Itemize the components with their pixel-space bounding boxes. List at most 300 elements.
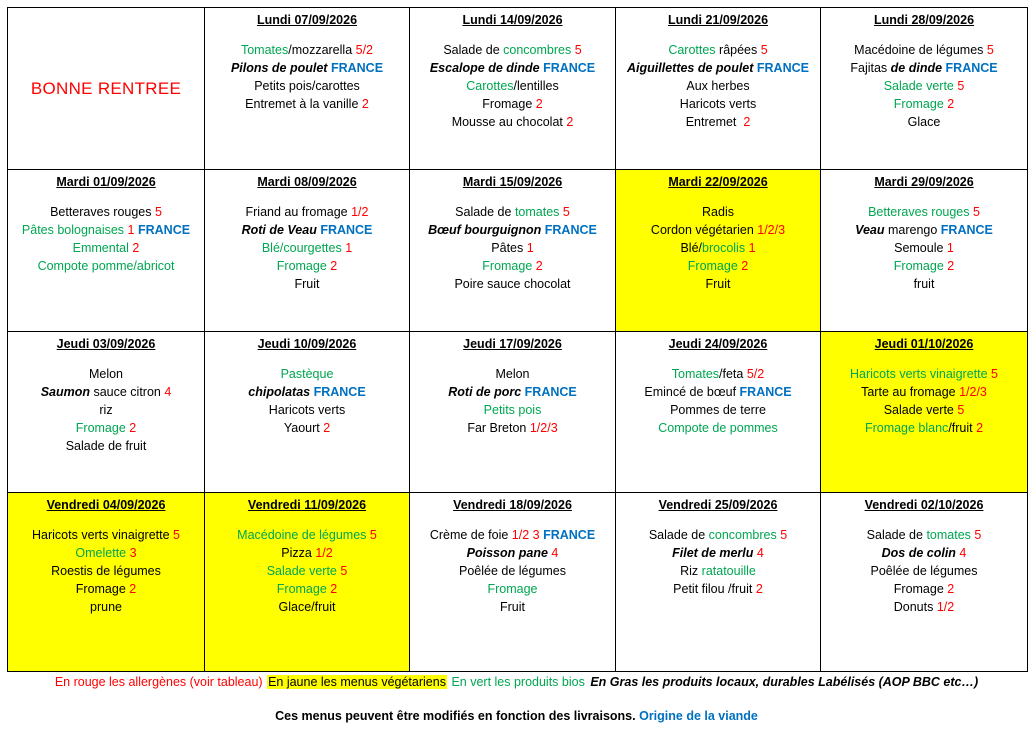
menu-item-text: Fromage: [893, 259, 948, 273]
week-row-mardi: [8, 170, 1028, 332]
menu-item: [616, 77, 820, 95]
menu-day: [8, 170, 204, 275]
menu-item-text: Friand au fromage: [245, 205, 352, 219]
menu-item-text: Veau: [855, 223, 885, 237]
menu-item: [205, 419, 409, 437]
menu-item-text: 4: [959, 546, 967, 560]
menu-item: [410, 544, 615, 562]
menu-cell: [821, 332, 1028, 493]
menu-item-text: FRANCE: [544, 223, 597, 237]
week-row-jeudi: [8, 332, 1028, 493]
menu-item: [205, 41, 409, 59]
menu-item-text: 1: [526, 241, 534, 255]
menu-item-text: Tomates: [240, 43, 289, 57]
menu-item: [616, 239, 820, 257]
menu-item-text: 2: [535, 97, 543, 111]
menu-item: [616, 526, 820, 544]
menu-item: [205, 598, 409, 616]
menu-item: [205, 95, 409, 113]
menu-item-text: 1/2: [351, 205, 369, 219]
menu-item: [205, 544, 409, 562]
menu-item-text: FRANCE: [543, 61, 596, 75]
menu-item-text: FRANCE: [524, 385, 577, 399]
menu-table: [7, 7, 1028, 672]
day-header: Mardi 22/09/2026: [668, 175, 768, 189]
menu-item: [616, 562, 820, 580]
menu-item-text: 1: [946, 241, 954, 255]
menu-item: [205, 275, 409, 293]
menu-item-text: Pommes de terre: [670, 403, 766, 417]
day-header: Lundi 14/09/2026: [462, 13, 563, 27]
menu-cell: [410, 332, 616, 493]
menu-item-text: 1/2/3: [959, 385, 987, 399]
menu-item-text: Carottes: [466, 79, 514, 93]
menu-day: [205, 332, 409, 437]
menu-item: [821, 77, 1027, 95]
menu-item-text: Emincé de bœuf: [644, 385, 740, 399]
menu-item-text: 2: [330, 582, 338, 596]
menu-item-text: Pilons de poulet: [230, 61, 331, 75]
menu-cell: [410, 8, 616, 170]
menu-item-text: Fromage: [487, 582, 538, 596]
menu-item-text: 3: [129, 546, 137, 560]
menu-item-text: 1/2: [315, 546, 333, 560]
menu-item-text: Tarte au fromage: [861, 385, 960, 399]
menu-item-text: Salade verte: [883, 79, 958, 93]
menu-item-text: 5: [957, 79, 965, 93]
menu-item-text: 1/2/3: [529, 421, 558, 435]
menu-item: [616, 95, 820, 113]
title-cell: [8, 8, 205, 170]
legend-vegetarian: En jaune les menus végétariens: [268, 675, 446, 689]
day-header: Lundi 07/09/2026: [256, 13, 358, 27]
menu-item-text: FRANCE: [945, 61, 998, 75]
menu-item: [410, 275, 615, 293]
menu-item-text: sauce citron: [90, 385, 165, 399]
menu-item-text: 1/2/3: [757, 223, 786, 237]
menu-item: [616, 383, 820, 401]
menu-item-text: 5/2: [746, 367, 765, 381]
menu-day: [821, 8, 1027, 131]
menu-item-text: Haricots verts: [679, 97, 757, 111]
menu-cell: [821, 493, 1028, 672]
menu-item-text: Fromage: [276, 582, 331, 596]
menu-item: [616, 275, 820, 293]
menu-item-text: 4: [756, 546, 764, 560]
menu-item-text: Petits pois: [483, 403, 542, 417]
menu-item-text: Fromage blanc: [864, 421, 949, 435]
menu-item: [8, 221, 204, 239]
menu-item-text: 2: [361, 97, 369, 111]
menu-item: [410, 95, 615, 113]
menu-item-text: Melon: [88, 367, 124, 381]
menu-day: [410, 8, 615, 131]
menu-item-text: Salade verte: [266, 564, 341, 578]
menu-item-text: Haricots verts vinaigrette: [32, 528, 174, 542]
menu-item-text: Fromage: [893, 97, 948, 111]
menu-item: [8, 419, 204, 437]
menu-day: [821, 170, 1027, 293]
menu-item: [616, 59, 820, 77]
menu-cell: [616, 8, 821, 170]
legend-local: En Gras les produits locaux, durables Labélisés (AOP BBC etc…): [590, 675, 979, 689]
menu-item-text: Blé/courgettes: [261, 241, 346, 255]
menu-item-text: 5: [991, 367, 998, 381]
menu-item-text: Fromage: [75, 421, 130, 435]
menu-item: [410, 257, 615, 275]
menu-item: [410, 598, 615, 616]
menu-item-text: Fruit: [294, 277, 320, 291]
menu-cell: [205, 170, 410, 332]
menu-item-text: Petits pois/carottes: [254, 79, 360, 93]
menu-item-text: 2: [535, 259, 543, 273]
menu-item: [410, 580, 615, 598]
menu-item-text: Poire sauce chocolat: [454, 277, 571, 291]
menu-item-text: 2: [947, 259, 955, 273]
day-header: Jeudi 10/09/2026: [257, 337, 357, 351]
menu-item-text: chipolatas: [248, 385, 314, 399]
menu-item-text: Salade de fruit: [65, 439, 147, 453]
menu-item-text: Salade de: [455, 205, 515, 219]
menu-item-text: Pâtes: [491, 241, 527, 255]
menu-item: [410, 365, 615, 383]
menu-item: [821, 598, 1027, 616]
day-header: Jeudi 24/09/2026: [668, 337, 768, 351]
menu-item-text: 1: [127, 223, 138, 237]
menu-item: [8, 365, 204, 383]
menu-item-text: Haricots verts: [268, 403, 346, 417]
menu-item-text: Blé/: [680, 241, 703, 255]
menu-item: [205, 239, 409, 257]
menu-cell: [205, 493, 410, 672]
menu-item: [205, 562, 409, 580]
menu-item-text: Mousse au chocolat: [451, 115, 567, 129]
menu-item-text: Compote de pommes: [658, 421, 778, 435]
menu-item-text: 1: [345, 241, 353, 255]
menu-item: [821, 41, 1027, 59]
week-row-lundi: [8, 8, 1028, 170]
menu-cell: [205, 332, 410, 493]
menu-item-text: Yaourt: [283, 421, 324, 435]
menu-item: [616, 544, 820, 562]
menu-item-text: Fromage: [482, 259, 536, 273]
menu-item-text: Semoule: [894, 241, 947, 255]
menu-item: [616, 401, 820, 419]
menu-item-text: Dos de colin: [881, 546, 960, 560]
menu-item-text: 2: [743, 115, 751, 129]
menu-item-text: Poêlée de légumes: [458, 564, 567, 578]
menu-item-text: Poêlée de légumes: [870, 564, 978, 578]
menu-item-text: 5/2: [355, 43, 374, 57]
menu-item: [821, 562, 1027, 580]
menu-item-text: 2: [947, 97, 955, 111]
menu-item: [821, 275, 1027, 293]
menu-day: [410, 332, 615, 437]
menu-item-text: Roti de porc: [448, 385, 525, 399]
menu-item: [8, 203, 204, 221]
menu-item-text: Tomates: [671, 367, 720, 381]
menu-item: [410, 59, 615, 77]
day-header: Vendredi 02/10/2026: [864, 498, 984, 512]
menu-day: [616, 8, 820, 131]
day-header: Vendredi 18/09/2026: [453, 498, 572, 512]
menu-item-text: fruit: [913, 277, 935, 291]
day-header: Lundi 28/09/2026: [873, 13, 975, 27]
menu-item: [410, 221, 615, 239]
menu-item: [821, 383, 1027, 401]
menu-cell: [8, 493, 205, 672]
menu-item-text: Glace/fruit: [278, 600, 336, 614]
menu-item-text: FRANCE: [320, 223, 373, 237]
legend: [0, 675, 1033, 689]
menu-item: [821, 221, 1027, 239]
menu-item: [8, 544, 204, 562]
menu-item-text: 4: [164, 385, 172, 399]
menu-item: [410, 383, 615, 401]
menu-item-text: Emmental: [72, 241, 133, 255]
menu-item: [8, 383, 204, 401]
menu-item-text: FRANCE: [543, 528, 596, 542]
menu-item-text: 2: [129, 421, 137, 435]
menu-item-text: Pizza: [281, 546, 316, 560]
menu-item: [410, 41, 615, 59]
menu-item-text: Haricots verts vinaigrette: [850, 367, 992, 381]
menu-item: [205, 526, 409, 544]
menu-item: [410, 562, 615, 580]
menu-item-text: Roestis de légumes: [51, 564, 161, 578]
day-header: Jeudi 01/10/2026: [874, 337, 974, 351]
menu-cell: [821, 8, 1028, 170]
menu-item: [205, 580, 409, 598]
menu-item-text: Macédoine de légumes: [854, 43, 987, 57]
menu-item-text: 4: [551, 546, 559, 560]
day-header: Jeudi 17/09/2026: [463, 337, 562, 351]
menu-item-text: brocolis: [702, 241, 746, 255]
menu-item: [410, 401, 615, 419]
menu-item: [205, 401, 409, 419]
menu-item-text: 2: [741, 259, 749, 273]
menu-item: [410, 526, 615, 544]
menu-item-text: FRANCE: [756, 61, 809, 75]
menu-day: [616, 332, 820, 437]
menu-item-text: Fromage: [893, 582, 948, 596]
menu-item-text: 5: [972, 205, 980, 219]
menu-item-text: Melon: [495, 367, 530, 381]
menu-item-text: FRANCE: [330, 61, 384, 75]
menu-item-text: 2: [129, 582, 137, 596]
menu-item-text: Donuts: [893, 600, 937, 614]
menu-day: [8, 493, 204, 616]
menu-item-text: tomates: [926, 528, 971, 542]
menu-item: [616, 419, 820, 437]
menu-cell: [205, 8, 410, 170]
menu-item-text: Fruit: [500, 600, 525, 614]
menu-cell: [410, 170, 616, 332]
menu-item: [205, 203, 409, 221]
menu-item: [8, 580, 204, 598]
menu-item-text: 5: [559, 205, 570, 219]
menu-item-text: 5: [173, 528, 180, 542]
menu-item: [821, 544, 1027, 562]
menu-item-text: Glace: [907, 115, 941, 129]
menu-day: [821, 493, 1027, 616]
menu-item-text: 1/2: [936, 600, 955, 614]
menu-item-text: Entremet à la vanille: [245, 97, 362, 111]
menu-item: [410, 77, 615, 95]
menu-item-text: /lentilles: [513, 79, 559, 93]
menu-day: [410, 170, 615, 293]
menu-item-text: Aiguillettes de poulet: [627, 61, 757, 75]
menu-item-text: Betteraves rouges: [50, 205, 155, 219]
menu-day: [616, 170, 820, 293]
menu-item-text: Salade de: [443, 43, 504, 57]
menu-item-text: Carottes: [668, 43, 716, 57]
menu-day: [205, 493, 409, 616]
menu-item: [205, 383, 409, 401]
footer-note: [0, 709, 1033, 723]
menu-item: [8, 239, 204, 257]
day-header: Lundi 21/09/2026: [667, 13, 769, 27]
menu-item: [8, 401, 204, 419]
menu-item: [8, 257, 204, 275]
day-header: Vendredi 11/09/2026: [247, 498, 367, 512]
menu-item-text: prune: [90, 600, 122, 614]
menu-item-text: Fruit: [705, 277, 731, 291]
menu-item-text: ratatouille: [701, 564, 756, 578]
page-title: BONNE RENTREE: [30, 78, 182, 98]
menu-item-text: Fromage: [75, 582, 130, 596]
menu-day: [205, 8, 409, 113]
menu-item-text: Fromage: [687, 259, 742, 273]
day-header: Jeudi 03/09/2026: [56, 337, 156, 351]
menu-table-body: [8, 8, 1028, 672]
menu-item-text: 5: [369, 528, 377, 542]
menu-item-text: Fromage: [276, 259, 331, 273]
menu-item-text: Salade verte: [883, 403, 958, 417]
footer-meat-origin: Origine de la viande: [639, 709, 758, 723]
menu-day: [205, 170, 409, 293]
menu-item-text: 2: [947, 582, 955, 596]
menu-item-text: Compote pomme/abricot: [37, 259, 175, 273]
menu-item-text: Omelette: [75, 546, 130, 560]
menu-item-text: Petit filou /fruit: [673, 582, 756, 596]
menu-item-text: 1: [745, 241, 756, 255]
menu-item-text: Poisson pane: [466, 546, 552, 560]
menu-item: [821, 580, 1027, 598]
menu-item-text: /fruit: [948, 421, 977, 435]
menu-item: [8, 437, 204, 455]
menu-item-text: Pâtes bolognaises: [21, 223, 128, 237]
day-header: Mardi 29/09/2026: [874, 175, 974, 189]
day-header: Vendredi 04/09/2026: [46, 498, 166, 512]
menu-item: [8, 598, 204, 616]
menu-item: [410, 203, 615, 221]
menu-item-text: Bœuf bourguignon: [428, 223, 545, 237]
menu-item-text: 2: [755, 582, 763, 596]
menu-cell: [410, 493, 616, 672]
menu-item-text: Roti de Veau: [241, 223, 321, 237]
legend-organic: En vert les produits bios: [451, 675, 585, 689]
menu-item-text: 1/2 3: [511, 528, 544, 542]
menu-item-text: Cordon végétarien: [650, 223, 758, 237]
menu-item-text: Pastèque: [280, 367, 334, 381]
menu-item-text: Riz: [680, 564, 702, 578]
menu-item-text: FRANCE: [739, 385, 792, 399]
menu-item-text: 5: [154, 205, 162, 219]
day-header: Vendredi 25/09/2026: [658, 498, 778, 512]
menu-item: [8, 526, 204, 544]
menu-item-text: 2: [323, 421, 331, 435]
menu-item-text: Crème de foie: [429, 528, 512, 542]
menu-item-text: 5: [776, 528, 788, 542]
menu-item-text: 5: [340, 564, 348, 578]
menu-item-text: Macédoine de légumes: [237, 528, 370, 542]
menu-item: [616, 365, 820, 383]
menu-day: [8, 332, 204, 455]
day-header: Mardi 01/09/2026: [56, 175, 156, 189]
menu-item-text: FRANCE: [940, 223, 993, 237]
menu-item-text: Aux herbes: [686, 79, 750, 93]
menu-item: [821, 419, 1027, 437]
menu-item-text: riz: [99, 403, 113, 417]
menu-item-text: 5: [571, 43, 582, 57]
menu-item: [205, 77, 409, 95]
menu-item-text: FRANCE: [137, 223, 191, 237]
menu-item-text: 2: [976, 421, 984, 435]
menu-item: [821, 257, 1027, 275]
menu-item-text: Entremet: [685, 115, 744, 129]
menu-item-text: 2: [330, 259, 338, 273]
menu-item-text: 5: [970, 528, 982, 542]
menu-cell: [616, 332, 821, 493]
menu-item: [205, 365, 409, 383]
menu-item-text: concombres: [708, 528, 777, 542]
menu-item-text: Far Breton: [467, 421, 530, 435]
menu-item: [821, 526, 1027, 544]
menu-cell: [8, 170, 205, 332]
menu-item-text: 2: [566, 115, 574, 129]
menu-item: [410, 239, 615, 257]
menu-item: [821, 401, 1027, 419]
menu-item: [205, 257, 409, 275]
menu-item: [616, 580, 820, 598]
menu-day: [410, 493, 615, 616]
menu-item-text: Salade de: [866, 528, 927, 542]
menu-item-text: concombres: [503, 43, 572, 57]
menu-item: [616, 203, 820, 221]
menu-item: [616, 221, 820, 239]
menu-item: [821, 239, 1027, 257]
week-row-vendredi: [8, 493, 1028, 672]
menu-day: [616, 493, 820, 598]
menu-item-text: Fromage: [482, 97, 536, 111]
menu-item-text: Radis: [702, 205, 734, 219]
menu-item: [821, 113, 1027, 131]
menu-item-text: marengo: [884, 223, 941, 237]
menu-day: [821, 332, 1027, 437]
menu-item: [616, 113, 820, 131]
menu-item-text: Saumon: [40, 385, 90, 399]
menu-cell: [616, 493, 821, 672]
menu-item: [821, 203, 1027, 221]
menu-item-text: 5: [986, 43, 994, 57]
menu-item-text: Escalope de dinde: [429, 61, 544, 75]
menu-item: [205, 59, 409, 77]
menu-item: [821, 365, 1027, 383]
day-header: Mardi 08/09/2026: [257, 175, 357, 189]
menu-cell: [616, 170, 821, 332]
menu-item-text: /mozzarella: [288, 43, 356, 57]
